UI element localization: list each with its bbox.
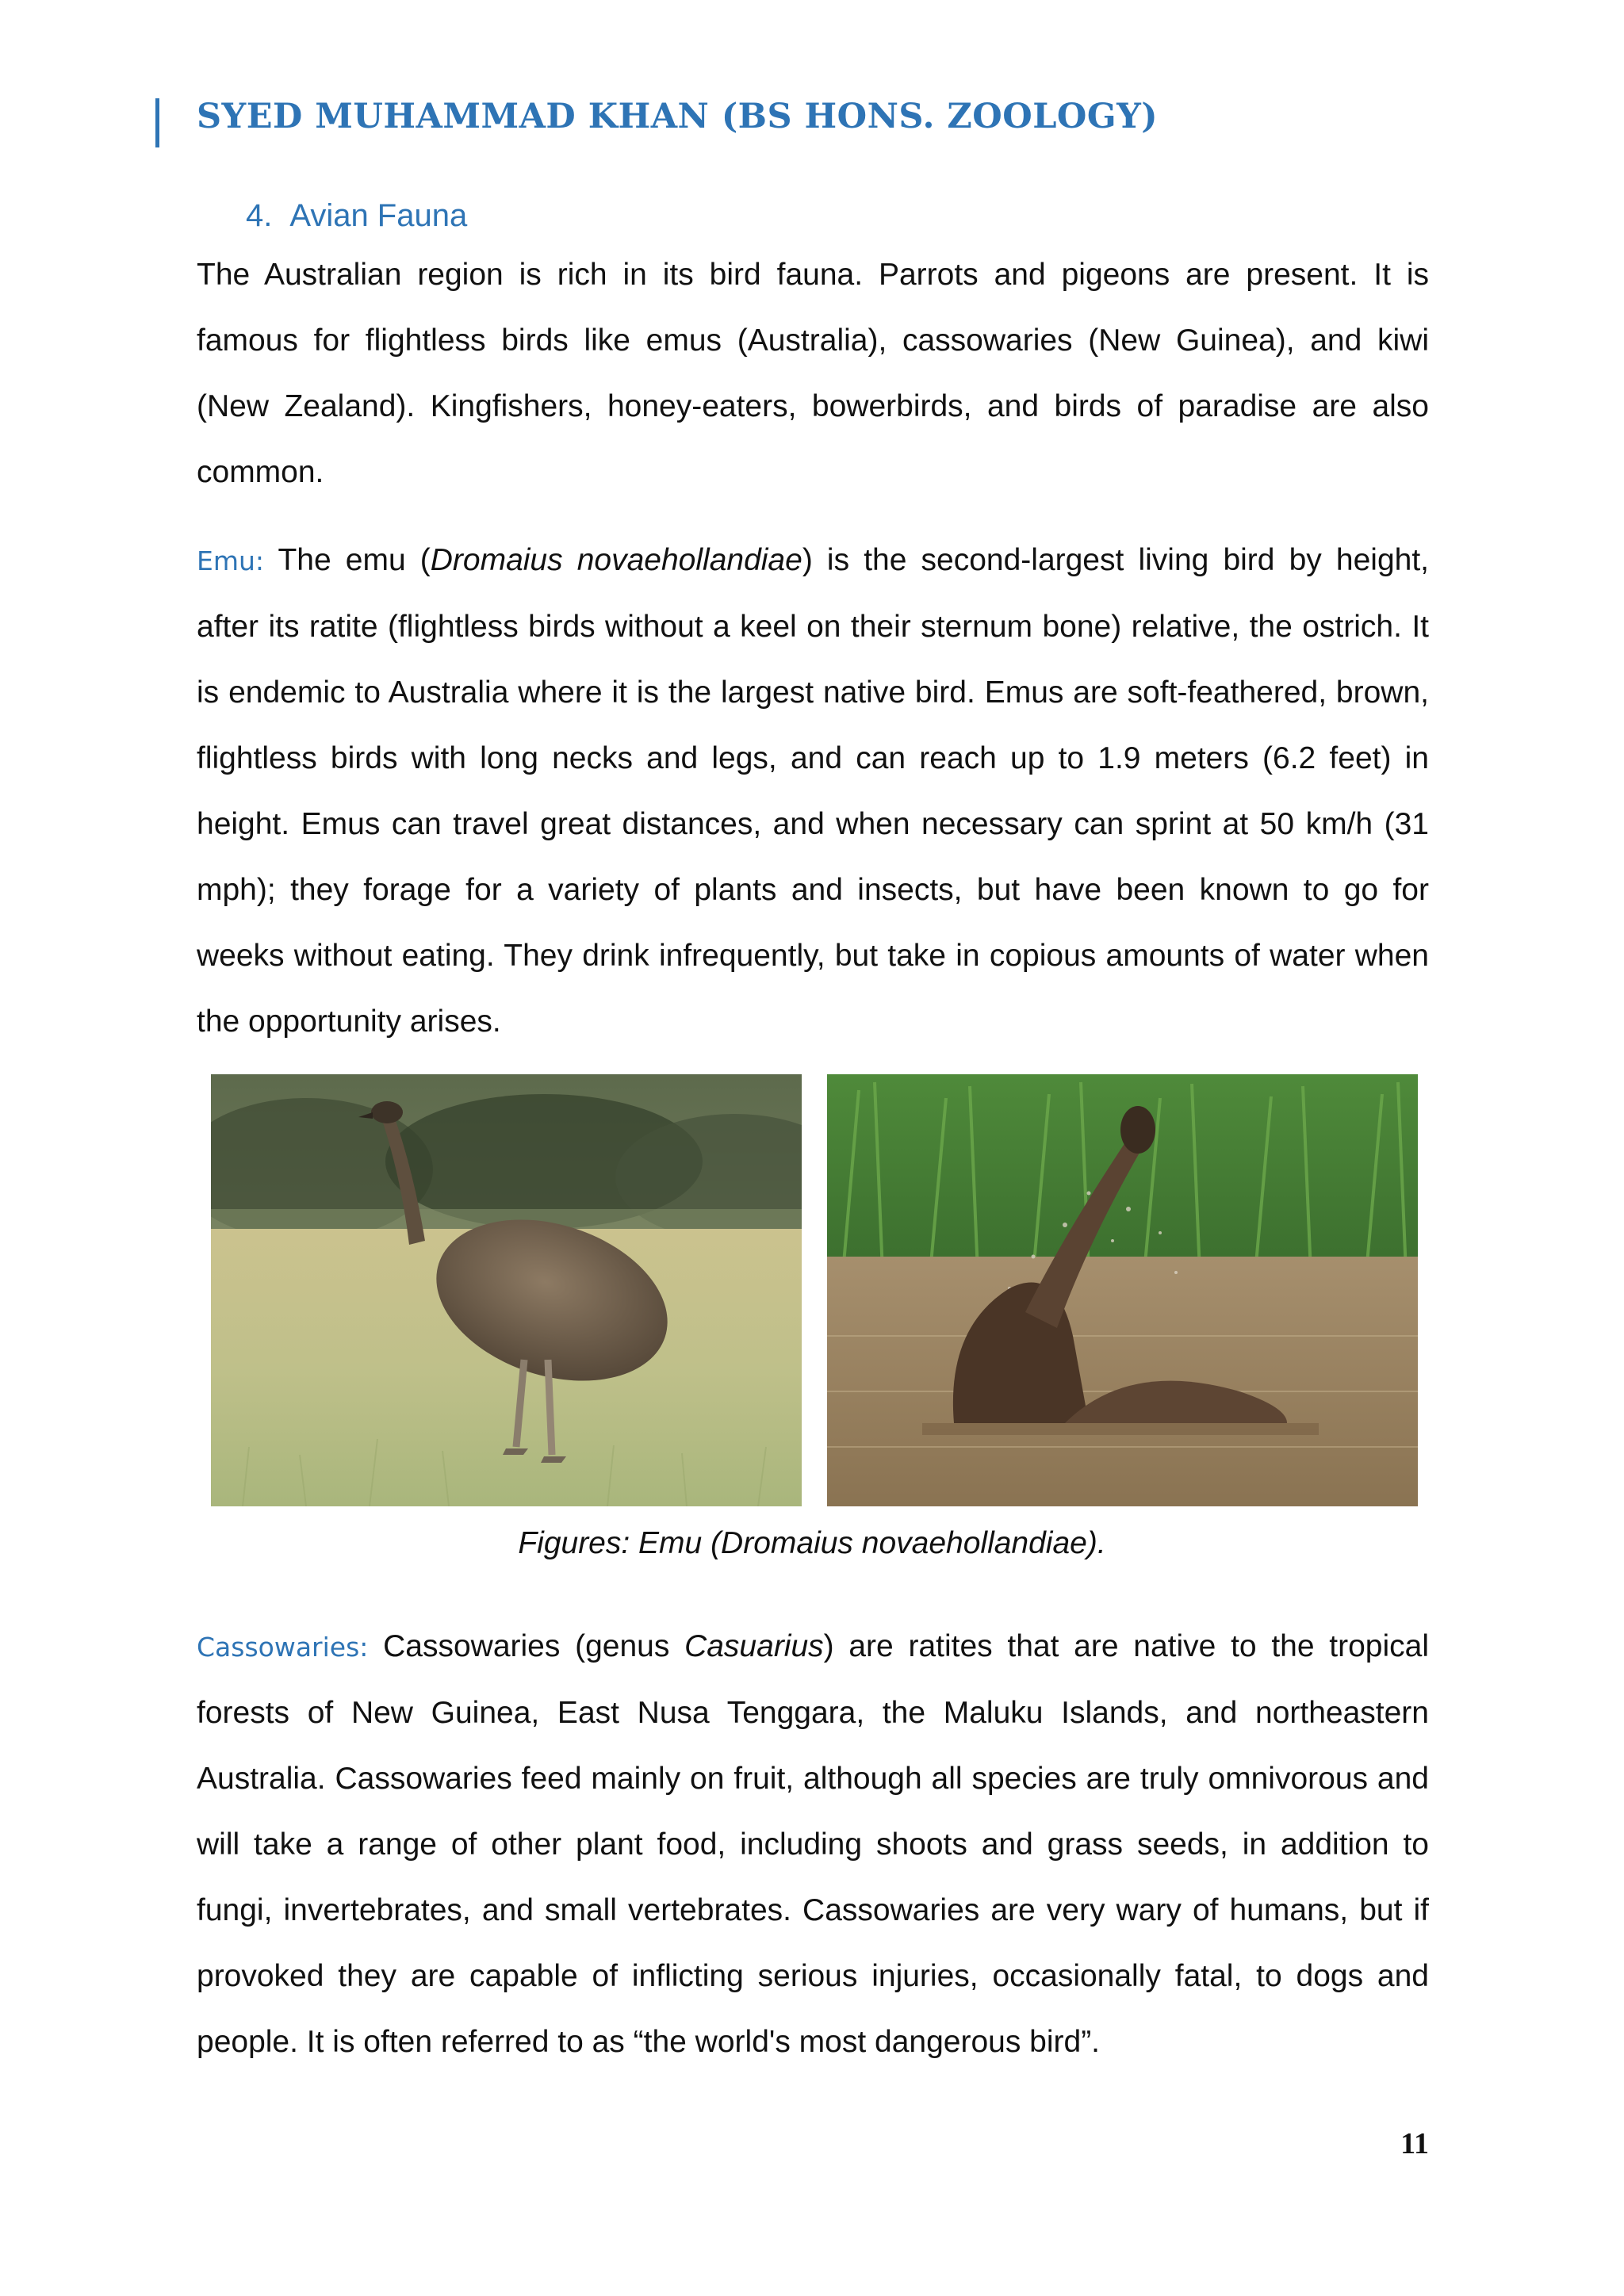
cassowary-paragraph	[197, 1613, 1429, 2075]
emu-paragraph	[197, 527, 1429, 1054]
cassowary-genus-name: Casuarius	[684, 1629, 824, 1663]
emu-standing-photo	[211, 1074, 802, 1506]
cassowary-text-after: ) are ratites that are native to the tropical forests of New Guinea, East Nusa Tenggara, the Maluku Islands, and northeastern Australia. Cassowaries feed mainly on fruit, although all species are truly omnivorous and will take a range of other plant food, including shoots and grass seeds, in addition to fungi, invertebrates, and small vertebrates. Cassowaries are very wary of humans, but if provoked they are capable of inflicting serious injuries, occasionally fatal, to dogs and people. It is often referred to as “the world's most dangerous bird”.	[197, 1629, 1429, 2059]
header-title: SYED MUHAMMAD KHAN (BS HONS. ZOOLOGY)	[197, 97, 1159, 136]
header-accent-bar	[155, 98, 159, 147]
section-heading	[246, 198, 467, 234]
cassowary-term: Cassowaries:	[197, 1632, 369, 1663]
figure-caption: Figures: Emu (Dromaius novaehollandiae).	[518, 1526, 1106, 1560]
section-title: Avian Fauna	[289, 198, 468, 233]
cassowary-text-before: Cassowaries (genus	[368, 1629, 685, 1663]
intro-paragraph: The Australian region is rich in its bird fauna. Parrots and pigeons are present. It is famous for flightless birds like emus (Australia), cassowaries (New Guinea), and kiwi (New Zealand). Kingfishers, honey-eaters, bowerbirds, and birds of paradise are also common.	[197, 258, 1429, 489]
page-number: 11	[1400, 2127, 1429, 2160]
emu-species-name: Dromaius novaehollandiae	[430, 543, 802, 577]
emu-bathing-photo	[827, 1074, 1418, 1506]
emu-text-after: ) is the second-largest living bird by height, after its ratite (flightless birds without a keel on their sternum bone) relative, the ostrich. It is endemic to Australia where it is the largest native bird. Emus are soft-feathered, brown, flightless birds with long necks and legs, and can reach up to 1.9 meters (6.2 feet) in height. Emus can travel great distances, and when necessary can sprint at 50 km/h (31 mph); they forage for a variety of plants and insects, but have been known to go for weeks without eating. They drink infrequently, but take in copious amounts of water when the opportunity arises.	[197, 543, 1429, 1039]
section-number: 4.	[246, 198, 273, 233]
emu-term: Emu:	[197, 545, 265, 576]
emu-text-before: The emu (	[264, 543, 431, 577]
